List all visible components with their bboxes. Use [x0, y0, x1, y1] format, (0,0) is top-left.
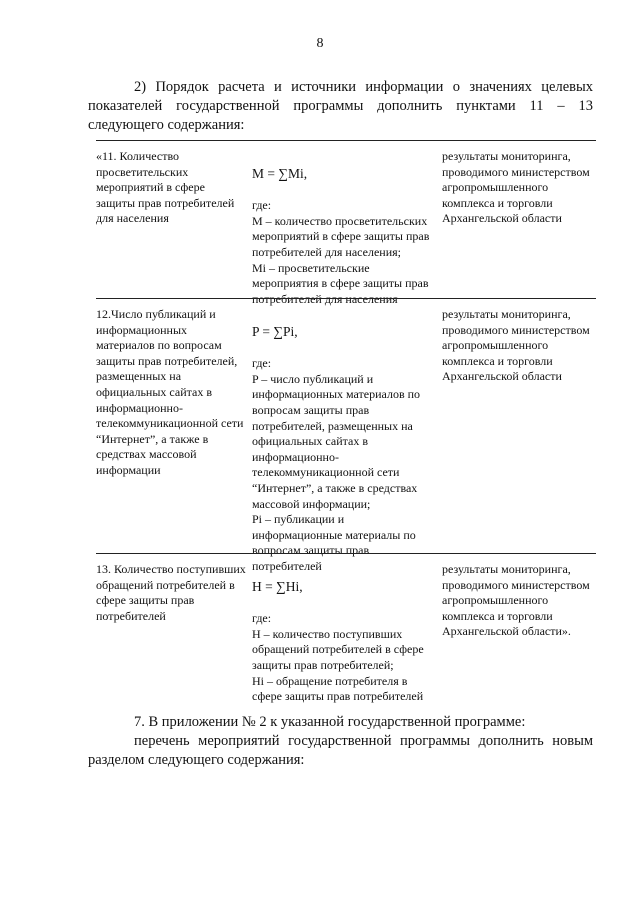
- data-source: результаты мониторинга, проводимого министерством агропромышленного комплекса и торговли Архангельской области: [442, 307, 590, 384]
- formula: H = ∑Hi,: [252, 578, 303, 594]
- closing-paragraph: перечень мероприятий государственной программы дополнить новым разделом следующего содержания:: [88, 733, 593, 768]
- table-row: [96, 298, 596, 573]
- formula-cell: [252, 562, 432, 705]
- indicator-name: 12.Число публикаций и информационных материалов по вопросам защиты прав потребителей, размещенных на официальных сайтах в информационно-телекоммуникационной сети “Интернет”, а также в средствах массовой информации: [96, 307, 244, 477]
- intro-paragraph: 2) Порядок расчета и источники информации о значениях целевых показателей государственной программы дополнить пунктами 11 – 13 следующего содержания:: [88, 79, 593, 133]
- indicator-name: «11. Количество просветительских мероприятий в сфере защиты прав потребителей для населения: [96, 149, 235, 226]
- formula: M = ∑Mi,: [252, 165, 308, 181]
- data-source: результаты мониторинга, проводимого министерством агропромышленного комплекса и торговли Архангельской области: [442, 149, 590, 226]
- formula-explanation: где: M – количество просветительских мероприятий в сфере защиты прав потребителей для населения; Mi – просветительские мероприятия в сфере защиты прав потребителей для населения: [252, 198, 430, 306]
- data-source: результаты мониторинга, проводимого министерством агропромышленного комплекса и торговли Архангельской области».: [442, 562, 590, 639]
- closing-section: [88, 713, 593, 770]
- formula-cell: [252, 307, 432, 575]
- formula-cell: [252, 149, 432, 307]
- table-row: [96, 140, 596, 306]
- formula-explanation: где: P – число публикаций и информационных материалов по вопросам защиты прав потребителей, размещенных на официальных сайтах в информационно-телекоммуникационной сети “Интернет”, а также в средствах массовой информации; Pi – публикации и информационные материалы по вопросам защиты прав потребителей: [252, 356, 421, 573]
- indicator-name: 13. Количество поступивших обращений потребителей в сфере защиты прав потребителей: [96, 562, 246, 623]
- formula-explanation: где: H – количество поступивших обращений потребителей в сфере защиты прав потребителей; Hi – обращение потребителя в сфере защиты прав потребителей: [252, 611, 424, 704]
- closing-item-7: 7. В приложении № 2 к указанной государственной программе:: [134, 714, 526, 730]
- page-number: 8: [316, 36, 324, 51]
- formula: P = ∑Pi,: [252, 323, 298, 339]
- table-row: [96, 553, 596, 702]
